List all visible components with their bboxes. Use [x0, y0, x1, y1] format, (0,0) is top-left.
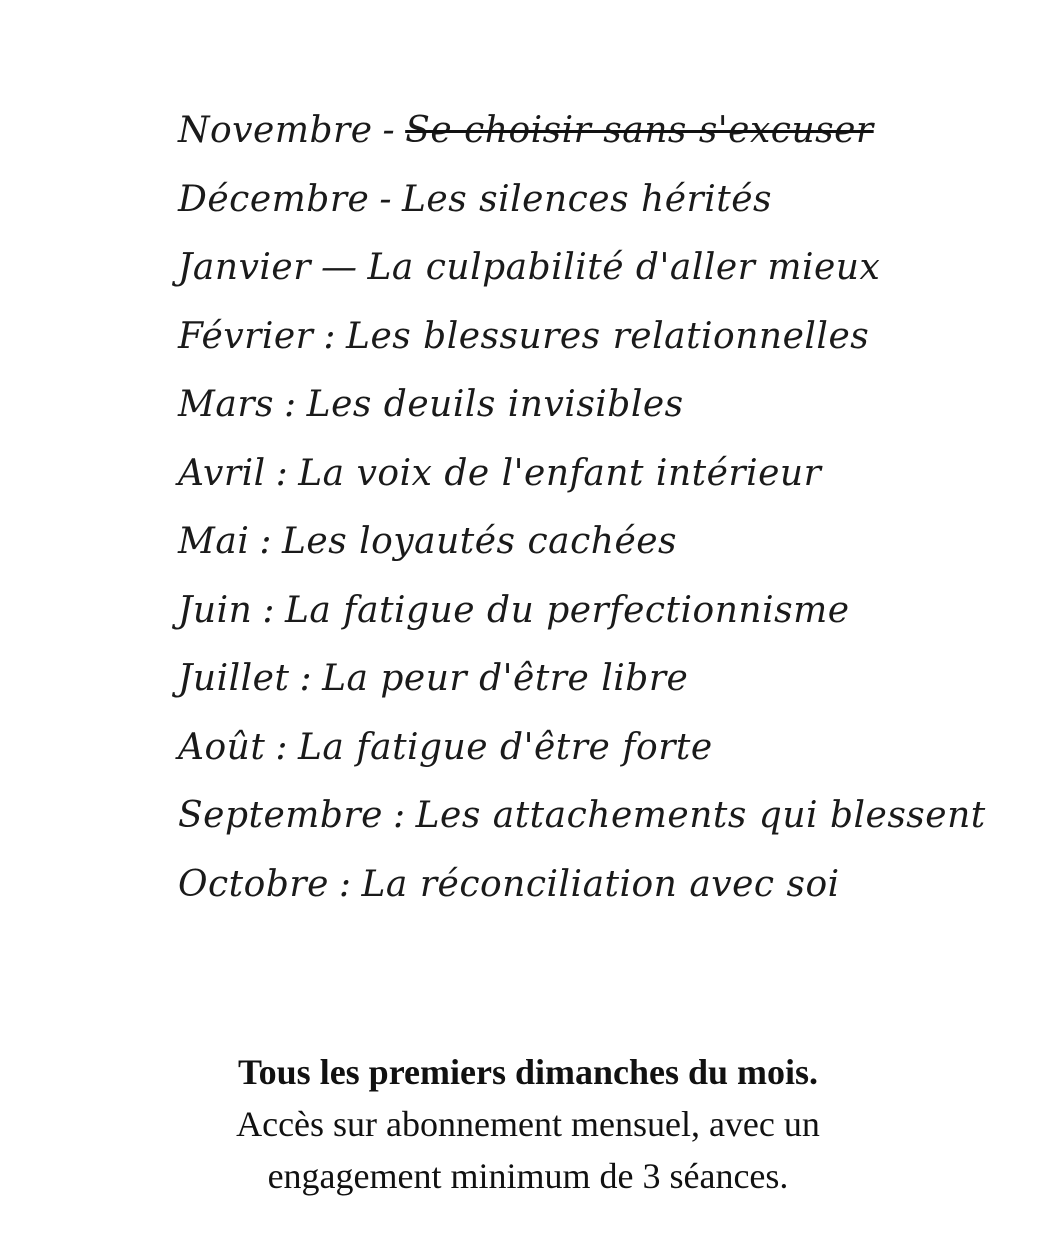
footer-info [0, 1046, 1056, 1202]
separator: : [284, 384, 297, 425]
footer-line-2: engagement minimum de 3 séances. [267, 1156, 789, 1196]
list-item-may [178, 511, 998, 580]
topic-label: La fatigue du perfectionnisme [284, 589, 850, 631]
list-item-august [178, 717, 998, 786]
month-label: Février [178, 315, 314, 357]
separator: : [262, 589, 275, 631]
topic-label: La réconciliation avec soi [361, 863, 840, 905]
topic-label: Les loyautés cachées [281, 521, 678, 562]
list-item-march [178, 374, 998, 443]
separator: — [320, 247, 358, 288]
month-label: Octobre [178, 863, 329, 905]
list-item-july [178, 648, 998, 717]
month-label: Septembre [178, 795, 383, 836]
topic-label-struck: Se choisir sans s'excuser [405, 110, 874, 151]
separator: - [382, 110, 396, 151]
separator: : [299, 658, 313, 699]
list-item-november [178, 100, 998, 169]
topic-label: La voix de l'enfant intérieur [298, 452, 822, 494]
separator: : [275, 452, 289, 494]
topic-label: Les deuils invisibles [306, 384, 684, 425]
topic-label: Les silences hérités [402, 178, 772, 220]
separator: - [379, 178, 393, 220]
list-item-february [178, 306, 998, 375]
topic-label: Les blessures relationnelles [346, 315, 870, 357]
month-label: Mars [178, 384, 275, 425]
separator: : [275, 726, 288, 768]
topic-label: Les attachements qui blessent [415, 795, 986, 836]
month-label: Juin [178, 589, 253, 631]
footer-headline: Tous les premiers dimanches du mois. [237, 1052, 819, 1092]
list-item-june [178, 580, 998, 649]
month-label: Janvier [178, 247, 311, 288]
list-item-april [178, 443, 998, 512]
separator: : [259, 521, 272, 562]
list-item-october [178, 854, 998, 923]
month-label: Juillet [178, 658, 290, 699]
topic-label: La peur d'être libre [322, 658, 689, 699]
separator: : [338, 863, 352, 905]
list-item-january [178, 237, 998, 306]
list-item-september [178, 785, 998, 854]
month-label: Décembre [178, 178, 370, 220]
month-label: Avril [178, 452, 266, 494]
monthly-topics-list [178, 100, 998, 922]
month-label: Mai [178, 521, 250, 562]
separator: : [323, 315, 337, 357]
list-item-december [178, 169, 998, 238]
footer-line-1: Accès sur abonnement mensuel, avec un [236, 1104, 820, 1144]
topic-label: La fatigue d'être forte [297, 726, 713, 768]
month-label: Août [178, 726, 266, 768]
month-label: Novembre [178, 110, 373, 151]
topic-label: La culpabilité d'aller mieux [367, 247, 881, 288]
separator: : [392, 795, 406, 836]
